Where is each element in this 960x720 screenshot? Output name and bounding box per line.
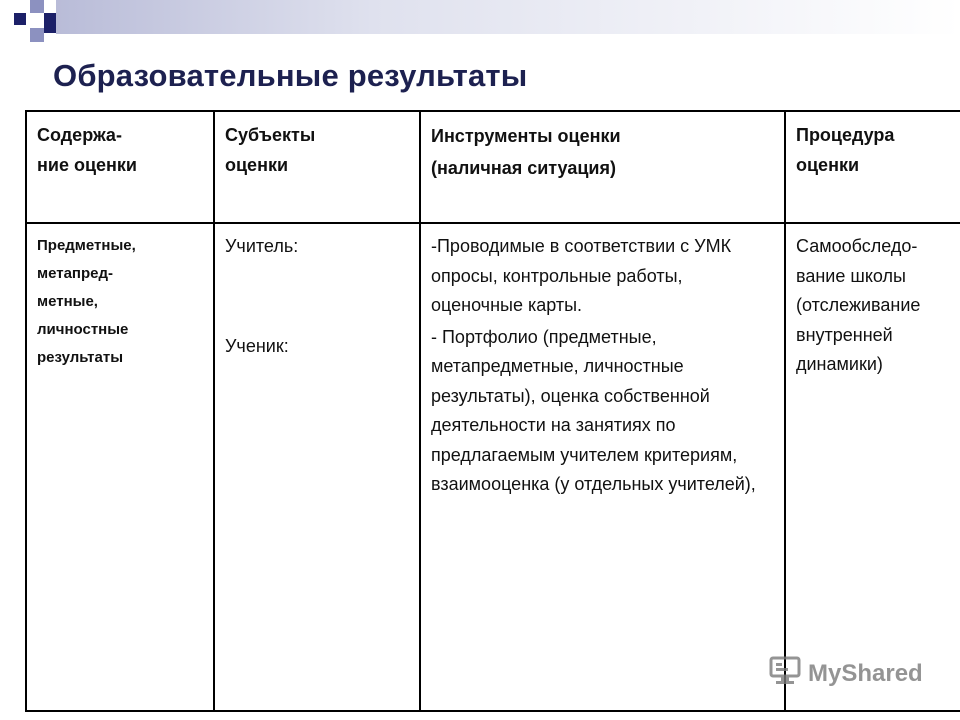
header-gradient-bar — [56, 0, 960, 34]
header-cell-procedure — [785, 111, 960, 223]
header-procedure-label: Процедура оценки — [796, 125, 895, 175]
subject-student: Ученик: — [225, 335, 289, 356]
decor-square-3 — [30, 28, 44, 42]
watermark — [768, 655, 923, 692]
cell-content — [26, 223, 214, 711]
header-subjects-label: Субъекты оценки — [225, 125, 316, 175]
header-instruments-label: Инструменты оценки (наличная ситуация) — [431, 126, 621, 178]
slide-title: Образовательные результаты — [53, 58, 528, 93]
subject-teacher: Учитель: — [225, 236, 299, 256]
header-cell-content — [26, 111, 214, 223]
cell-procedure — [785, 223, 960, 711]
watermark-text: MyShared — [808, 659, 923, 687]
cell-instruments — [420, 223, 785, 711]
procedure-text: Самообследо- вание школы (отслеживание внутренней динамики) — [796, 236, 921, 374]
header-content-label: Содержа- ние оценки — [37, 125, 137, 175]
monitor-icon — [768, 655, 802, 692]
assessment-table — [25, 110, 960, 712]
instrument-item-2: - Портфолио (предметные, метапредметные, личностные результаты), оценка собственной деятельности на занятиях по предлагаемым учителем критериям, взаимооценка (у отдельных учителей), — [431, 326, 756, 494]
decor-square-2 — [30, 0, 44, 13]
decor-square-1 — [14, 13, 26, 25]
instrument-item-1: -Проводимые в соответствии с УМК опросы, контрольные работы, оценочные карты. — [431, 236, 732, 315]
table-row — [26, 223, 960, 711]
header-cell-instruments — [420, 111, 785, 223]
cell-subjects — [214, 223, 420, 711]
content-text: Предметные, метапред- метные, личностные результаты — [37, 237, 136, 366]
header-cell-subjects — [214, 111, 420, 223]
decor-square-4 — [44, 13, 56, 33]
table-header-row — [26, 111, 960, 223]
